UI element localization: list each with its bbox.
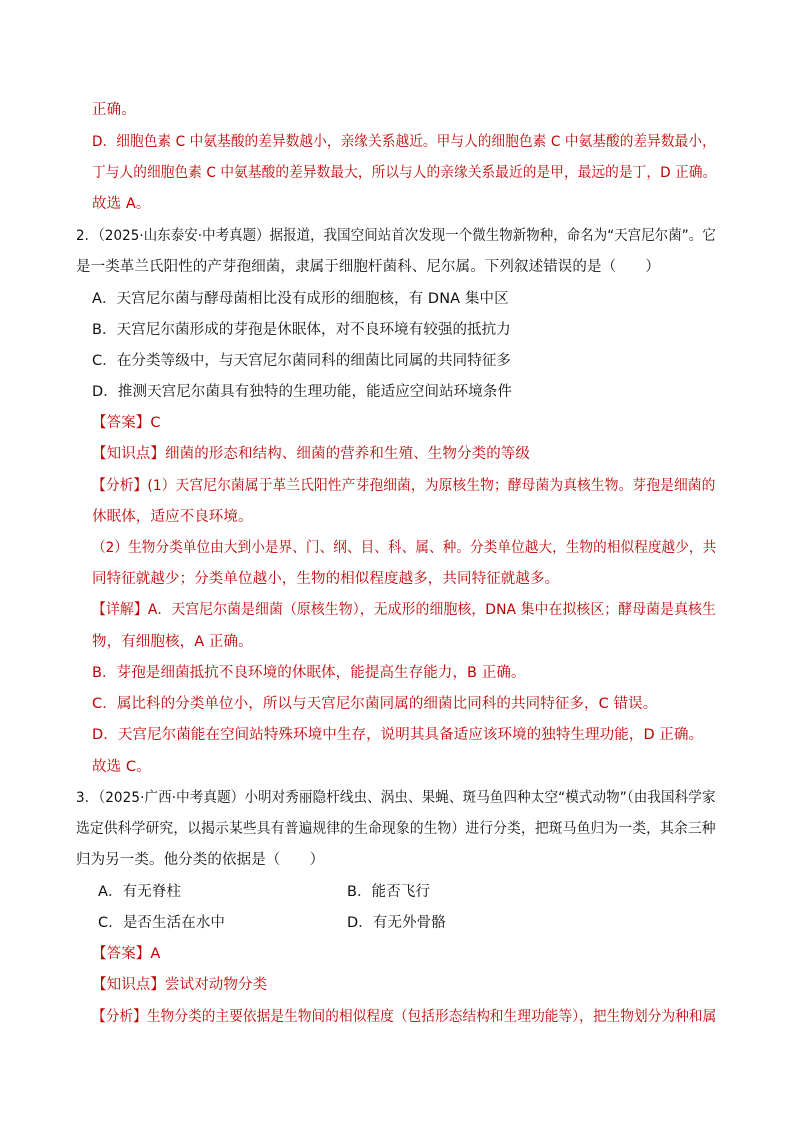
- q3-stem-line1: 3．（2025·广西·中考真题）小明对秀丽隐杆线虫、涡虫、果蝇、斑马鱼四种太空“模式动物”（由我国科学家: [76, 790, 716, 806]
- answer-value: C: [150, 415, 161, 431]
- q3-knowledge-point: [92, 975, 267, 995]
- q1-choose: 故选 A。: [92, 196, 151, 212]
- knowledge-text: 细菌的形态和结构、细菌的营养和生殖、生物分类的等级: [165, 446, 530, 462]
- q2-stem-line2: 是一类革兰氏阳性的产芽孢细菌，隶属于细胞杆菌科、尼尔属。下列叙述错误的是（ ）: [76, 259, 660, 275]
- knowledge-tag: 【知识点】: [92, 446, 165, 462]
- q3-answer: [92, 944, 160, 964]
- q2-detail-line3: B．芽孢是细菌抵抗不良环境的休眠体，能提高生存能力，B 正确。: [92, 665, 526, 681]
- q2-analysis-line3: （2）生物分类单位由大到小是界、门、纲、目、科、属、种。分类单位越大，生物的相似程度越少，共: [92, 540, 717, 556]
- detail-tag: 【详解】: [92, 602, 148, 618]
- detail-text: A．天宫尼尔菌是细菌（原核生物），无成形的细胞核，DNA 集中在拟核区；酵母菌是真核生: [147, 602, 716, 618]
- q1-tail-line: 正确。: [92, 102, 136, 118]
- q2-detail-line2: 物，有细胞核，A 正确。: [92, 634, 253, 650]
- q2-analysis-line1: [92, 476, 716, 496]
- answer-tag: 【答案】: [92, 415, 151, 431]
- q3-stem-line3: 归为另一类。他分类的依据是（ ）: [76, 852, 325, 868]
- analysis-tag: 【分析】: [92, 478, 148, 494]
- q2-answer: [92, 413, 161, 433]
- answer-tag: 【答案】: [92, 946, 151, 962]
- q2-detail-line5: D．天宫尼尔菌能在空间站特殊环境中生存，说明其具备适应该环境的独特生理功能，D 正确。: [92, 727, 704, 743]
- q1-option-d-line1: D．细胞色素 C 中氨基酸的差异数越小，亲缘关系越近。甲与人的细胞色素 C 中氨基酸的差异数最小，: [92, 134, 716, 150]
- q2-analysis-line2: 休眠体，适应不良环境。: [92, 509, 253, 525]
- q2-detail-line4: C．属比科的分类单位小，所以与天宫尼尔菌同属的细菌比同科的共同特征多，C 错误。: [92, 696, 658, 712]
- answer-value: A: [150, 946, 161, 962]
- q3-analysis-line1: [92, 1007, 716, 1027]
- q2-stem-line1: 2．（2025·山东泰安·中考真题）据报道，我国空间站首次发现一个微生物新物种，命名为“天宫尼尔菌”。它: [76, 228, 716, 244]
- q3-option-b: B．能否飞行: [347, 884, 431, 900]
- q2-detail-line1: [92, 600, 716, 620]
- q3-option-d: D．有无外骨骼: [347, 915, 446, 931]
- analysis-text: (1）天宫尼尔菌属于革兰氏阳性产芽孢细菌，为原核生物；酵母菌为真核生物。芽孢是细菌的: [147, 478, 716, 494]
- analysis-tag: 【分析】: [92, 1009, 147, 1025]
- q2-option-c: C．在分类等级中，与天宫尼尔菌同科的细菌比同属的共同特征多: [92, 353, 512, 369]
- q3-stem-line2: 选定供科学研究，以揭示某些具有普遍规律的生命现象的生物）进行分类，把斑马鱼归为一类，其余三种: [76, 821, 716, 837]
- q1-option-d-line2: 丁与人的细胞色素 C 中氨基酸的差异数最大，所以与人的亲缘关系最近的是甲，最远的是丁，D 正确。: [92, 165, 717, 181]
- q2-choose: 故选 C。: [92, 759, 151, 775]
- q2-knowledge-point: [92, 444, 530, 464]
- q2-option-b: B．天宫尼尔菌形成的芽孢是休眠体，对不良环境有较强的抵抗力: [92, 322, 511, 338]
- q2-option-d: D．推测天宫尼尔菌具有独特的生理功能，能适应空间站环境条件: [92, 384, 513, 400]
- analysis-text: 生物分类的主要依据是生物间的相似程度（包括形态结构和生理功能等），把生物划分为种和属: [146, 1009, 717, 1025]
- q3-option-c: C．是否生活在水中: [98, 915, 226, 931]
- knowledge-tag: 【知识点】: [92, 977, 165, 993]
- q3-option-a: A．有无脊柱: [98, 884, 182, 900]
- q2-analysis-line4: 同特征就越少；分类单位越小，生物的相似程度越多，共同特征就越多。: [92, 571, 560, 587]
- knowledge-text: 尝试对动物分类: [165, 977, 268, 993]
- q2-option-a: A．天宫尼尔菌与酵母菌相比没有成形的细胞核，有 DNA 集中区: [92, 291, 509, 307]
